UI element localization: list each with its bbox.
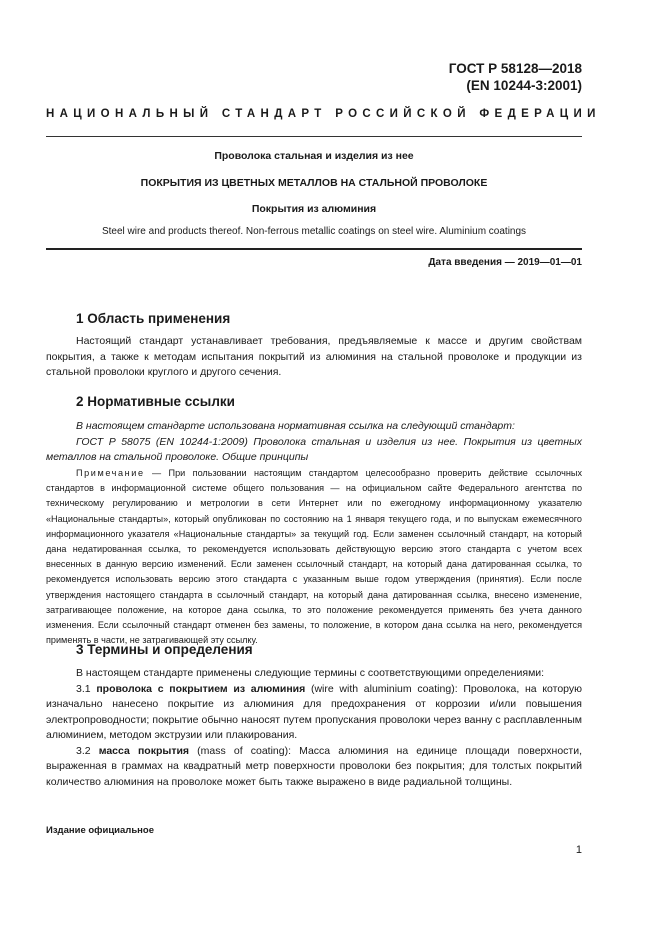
term-3-1-name: проволока с покрытием из алюминия: [96, 682, 306, 695]
term-3-1-definition: (wire with aluminium coating): Проволока, на которую изначально нанесено покрытие из алюминия для предохранения от коррозии и/или повышения электропроводности; покрытие обычно наносят путем пропускания проволоки через ванну с расплавленным алюминием, методом экструзии или плакирования.: [46, 682, 583, 741]
section-2-intro: В настоящем стандарте использована нормативная ссылка на следующий стандарт:: [76, 420, 515, 432]
section-3-heading: 3 Термины и определения: [76, 642, 253, 657]
title-part: Покрытия из алюминия: [251, 203, 377, 215]
note-text: — При пользовании настоящим стандартом целесообразно проверить действие ссылочных стандартов в информационной системе общего пользования — на официальном сайте Федерального агентства по техническому регулированию и метрологии в сети Интернет или по ежегодному информационному указателю «Национальные стандарты», который опубликован по состоянию на 1 января текущего года, и по выпускам ежемесячного информационного указателя «Национальные стандарты» за текущий год. Если заменен ссылочный стандарт, на который дана недатированная ссылка, то рекомендуется использовать действующую версию этого стандарта с учетом всех внесенных в данную версию изменений. Если заменен ссылочный стандарт, на который дана датированная ссылка, то рекомендуется использовать версию этого стандарта с указанным выше годом утверждения (принятия). Если после утверждения настоящего стандарта в ссылочный стандарт, на который дана датированная ссылка, внесено изменение, затрагивающее положение, на которое дана ссылка, то это положение рекомендуется применять без учета данного изменения. Если ссылочный стандарт отменен без замены, то положение, в котором дана ссылка на него, рекомендуется применять в части, не затрагивающей эту ссылку.: [46, 468, 582, 646]
section-3-body: [46, 666, 582, 790]
term-3-2-number: 3.2: [76, 744, 99, 757]
header-divider: [46, 136, 582, 137]
introduction-date: Дата введения — 2019—01—01: [428, 257, 582, 268]
section-1-text: Настоящий стандарт устанавливает требования, предъявляемые к массе и другим свойствам покрытия, а также к методам испытания покрытий из алюминия на стальной проволоке и продукции из стальной проволоки круглого и другого сечения.: [46, 335, 582, 378]
section-3-intro: В настоящем стандарте применены следующие термины с соответствующими определениями:: [76, 667, 545, 679]
section-2-note: [46, 466, 582, 648]
term-3-2-name: масса покрытия: [98, 744, 190, 757]
section-2-reference: ГОСТ Р 58075 (EN 10244-1:2009) Проволока стальная и изделия из нее. Покрытия из цветных металлов на стальной проволоке. Общие принципы: [46, 435, 582, 463]
section-2-heading: 2 Нормативные ссылки: [76, 394, 235, 409]
term-3-1-number: 3.1: [76, 682, 97, 695]
standard-designation: [449, 60, 582, 94]
title-main: ПОКРЫТИЯ ИЗ ЦВЕТНЫХ МЕТАЛЛОВ НА СТАЛЬНОЙ ПРОВОЛОКЕ: [140, 177, 488, 189]
note-label: Примечание: [76, 468, 145, 478]
edition-label: Издание официальное: [46, 825, 154, 836]
page-number: 1: [575, 844, 582, 856]
section-1-body: [46, 334, 582, 381]
standard-equivalent: (EN 10244-3:2001): [466, 78, 582, 93]
national-standard-banner: НАЦИОНАЛЬНЫЙ СТАНДАРТ РОССИЙСКОЙ ФЕДЕРАЦИИ: [46, 108, 601, 120]
title-english: Steel wire and products thereof. Non-ferrous metallic coatings on steel wire. Aluminium coatings: [101, 226, 527, 237]
section-2-body: [46, 419, 582, 466]
term-3-2: [46, 744, 582, 791]
standard-number: ГОСТ Р 58128—2018: [448, 61, 582, 76]
term-3-2-definition: (mass of coating): Масса алюминия на единице площади поверхности, выраженная в граммах на квадратный метр поверхности проволоки без покрытия; для толстых покрытий количество алюминия на проволоке может быть также выражено в виде радиальной толщины.: [46, 744, 582, 788]
title-group: Проволока стальная и изделия из нее: [214, 150, 414, 162]
section-1-heading: 1 Область применения: [76, 311, 231, 326]
term-3-1: [46, 682, 582, 744]
title-divider: [46, 248, 582, 250]
